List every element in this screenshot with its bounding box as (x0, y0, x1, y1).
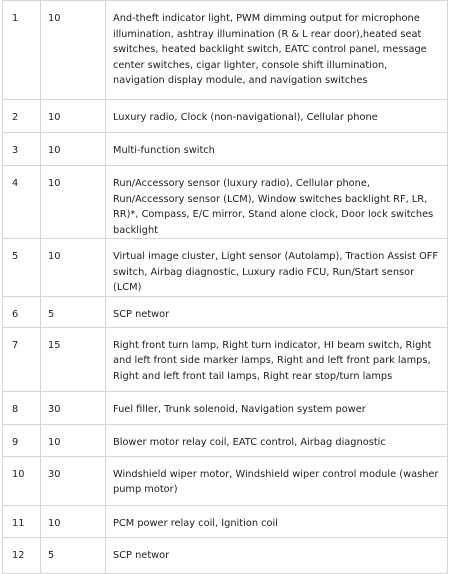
table-row (3, 391, 448, 424)
circuits-protected: Virtual image cluster, Light sensor (Autolamp), Traction Assist OFF switch, Airbag diagnostic, Luxury radio FCU, Run/Start sensor (LCM) (106, 239, 448, 297)
table-row (3, 327, 448, 391)
amperage: 10 (41, 239, 106, 297)
circuits-protected: And-theft indicator light, PWM dimming output for microphone illumination, ashtray illumination (R & L rear door),heated seat switches, heated backlight switch, EATC control panel, message center switches, cigar lighter, console shift illumination, navigation display module, and navigation switches (106, 1, 448, 100)
amperage: 10 (41, 1, 106, 100)
amperage: 10 (41, 505, 106, 537)
fuse-number: 12 (3, 537, 41, 573)
circuits-protected: Right front turn lamp, Right turn indicator, HI beam switch, Right and left front side marker lamps, Right and left front park lamps, Right and left front tail lamps, Right rear stop/turn lamps (106, 327, 448, 391)
fuse-number: 5 (3, 239, 41, 297)
circuits-protected: Fuel filler, Trunk solenoid, Navigation system power (106, 391, 448, 424)
amperage: 10 (41, 133, 106, 166)
amperage: 10 (41, 424, 106, 456)
fuse-number: 11 (3, 505, 41, 537)
fuse-table (2, 0, 448, 574)
amperage: 5 (41, 296, 106, 327)
circuits-protected: Run/Accessory sensor (luxury radio), Cellular phone, Run/Accessory sensor (LCM), Window switches backlight RF, LR, RR)*, Compass, E/C mirror, Stand alone clock, Door lock switches backlight (106, 166, 448, 239)
table-row (3, 239, 448, 297)
table-row (3, 133, 448, 166)
circuits-protected: Blower motor relay coil, EATC control, Airbag diagnostic (106, 424, 448, 456)
circuits-protected: Multi-function switch (106, 133, 448, 166)
circuits-protected: SCP networ (106, 296, 448, 327)
fuse-number: 2 (3, 100, 41, 133)
table-row (3, 505, 448, 537)
circuits-protected: PCM power relay coil, Ignition coil (106, 505, 448, 537)
table-row (3, 296, 448, 327)
amperage: 30 (41, 391, 106, 424)
fuse-number: 6 (3, 296, 41, 327)
table-row (3, 166, 448, 239)
fuse-number: 3 (3, 133, 41, 166)
circuits-protected: Luxury radio, Clock (non-navigational), Cellular phone (106, 100, 448, 133)
amperage: 5 (41, 537, 106, 573)
table-row (3, 100, 448, 133)
amperage: 10 (41, 100, 106, 133)
circuits-protected: Windshield wiper motor, Windshield wiper control module (washer pump motor) (106, 456, 448, 505)
table-row (3, 1, 448, 100)
fuse-number: 1 (3, 1, 41, 100)
fuse-number: 10 (3, 456, 41, 505)
fuse-number: 9 (3, 424, 41, 456)
fuse-number: 7 (3, 327, 41, 391)
table-row (3, 456, 448, 505)
amperage: 10 (41, 166, 106, 239)
table-row (3, 424, 448, 456)
table-row (3, 537, 448, 573)
fuse-number: 8 (3, 391, 41, 424)
fuse-number: 4 (3, 166, 41, 239)
amperage: 15 (41, 327, 106, 391)
amperage: 30 (41, 456, 106, 505)
circuits-protected: SCP networ (106, 537, 448, 573)
